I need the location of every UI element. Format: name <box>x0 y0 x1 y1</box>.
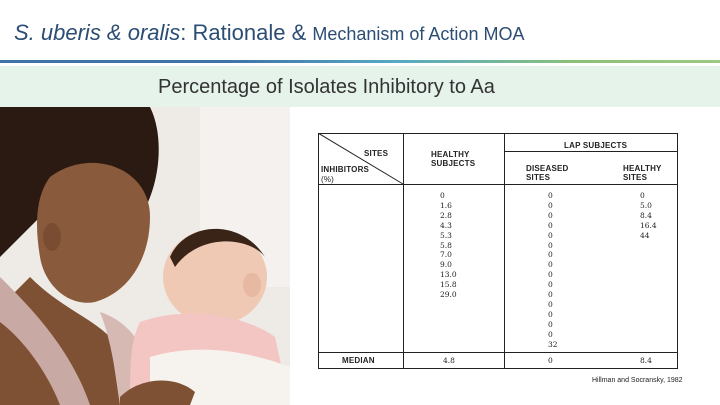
diseased-sites-cell: 0 <box>548 240 553 250</box>
diseased-sites-cell: 32 <box>548 339 558 349</box>
healthy-subjects-cell: 5.8 <box>440 240 452 250</box>
healthy-sites-cell: 0 <box>640 191 645 200</box>
diseased-sites-cell: 0 <box>548 309 553 319</box>
lap-subjects-label: LAP SUBJECTS <box>564 141 628 150</box>
title-underline-rule <box>0 60 720 63</box>
table-lap-rule <box>504 151 678 152</box>
healthy-sites-cell: 44 <box>640 230 650 240</box>
diseased-sites-label-1: DISEASED <box>526 164 569 173</box>
diseased-sites-column <box>548 191 558 350</box>
diseased-sites-cell: 0 <box>548 191 553 200</box>
healthy-subjects-cell: 0 <box>440 191 445 200</box>
diseased-sites-cell: 0 <box>548 220 553 230</box>
citation: Hillman and Socransky, 1982 <box>592 377 683 384</box>
diseased-sites-cell: 0 <box>548 270 553 280</box>
title-moa: Mechanism of Action MOA <box>312 24 525 44</box>
healthy-subjects-label-2: SUBJECTS <box>431 159 476 168</box>
healthy-subjects-cell: 4.3 <box>440 220 452 230</box>
diseased-sites-cell: 0 <box>548 230 553 240</box>
median-diseased-sites: 0 <box>548 356 553 365</box>
title-rationale: : Rationale & <box>180 20 313 45</box>
diseased-sites-cell: 0 <box>548 299 553 309</box>
diseased-sites-cell: 0 <box>548 200 553 210</box>
photo-illustration <box>0 107 290 405</box>
diseased-sites-cell: 0 <box>548 260 553 270</box>
healthy-subjects-cell: 2.8 <box>440 210 452 220</box>
diseased-sites-cell: 0 <box>548 329 553 339</box>
diseased-sites-cell: 0 <box>548 319 553 329</box>
median-healthy-sites: 8.4 <box>640 356 652 365</box>
table-divider-col2 <box>504 133 505 369</box>
healthy-subjects-cell: 13.0 <box>440 270 457 280</box>
healthy-subjects-cell: 15.8 <box>440 280 457 290</box>
healthy-subjects-cell: 9.0 <box>440 260 452 270</box>
healthy-subjects-cell: 29.0 <box>440 290 457 300</box>
diseased-sites-cell: 0 <box>548 210 553 220</box>
diseased-sites-cell: 0 <box>548 250 553 260</box>
sites-label: SITES <box>364 149 389 158</box>
diseased-sites-label-2: SITES <box>526 173 551 182</box>
healthy-subjects-cell: 5.3 <box>440 230 452 240</box>
diseased-sites-cell: 0 <box>548 290 553 300</box>
diseased-sites-cell: 0 <box>548 280 553 290</box>
title-species: S. uberis & oralis <box>14 20 181 45</box>
inhibition-data-table <box>318 133 678 369</box>
healthy-subjects-cell: 1.6 <box>440 200 452 210</box>
slide-subtitle: Percentage of Isolates Inhibitory to Aa <box>158 76 495 98</box>
healthy-sites-cell: 16.4 <box>640 220 657 230</box>
healthy-sites-cell: 5.0 <box>640 200 652 210</box>
median-healthy-subjects: 4.8 <box>443 356 455 365</box>
slide-title <box>14 20 524 46</box>
inhibitors-unit-label: (%) <box>321 175 335 184</box>
table-median-rule <box>318 352 678 353</box>
healthy-subjects-column <box>440 191 457 300</box>
healthy-subjects-label-1: HEALTHY <box>431 150 470 159</box>
mother-and-baby-photo <box>0 107 290 405</box>
healthy-sites-label-2: SITES <box>623 173 648 182</box>
healthy-sites-label-1: HEALTHY <box>623 164 662 173</box>
healthy-sites-column <box>640 191 657 241</box>
inhibitors-label: INHIBITORS <box>321 165 370 174</box>
healthy-sites-cell: 8.4 <box>640 210 652 220</box>
healthy-subjects-cell: 7.0 <box>440 250 452 260</box>
median-label: MEDIAN <box>342 356 375 365</box>
